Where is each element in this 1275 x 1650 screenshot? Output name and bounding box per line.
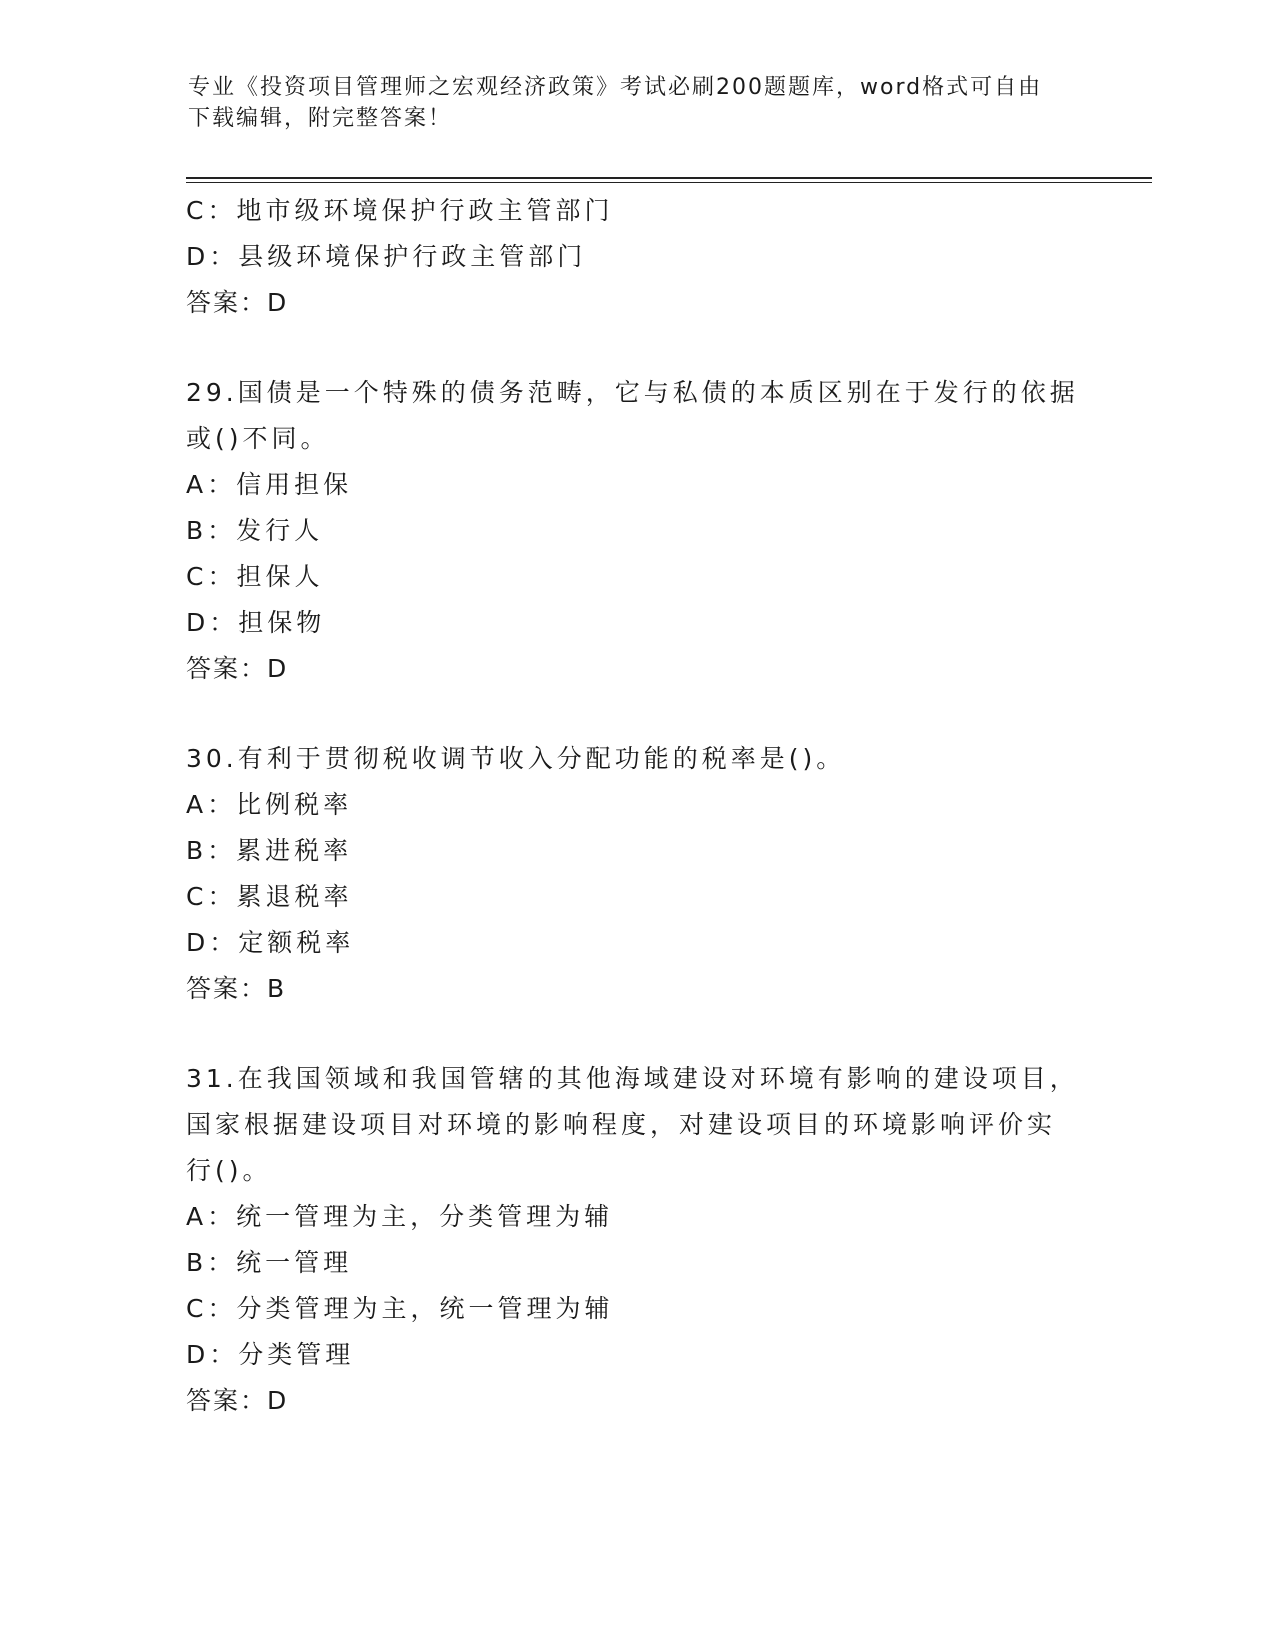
header-line-1: 专业《投资项目管理师之宏观经济政策》考试必刷200题题库，word格式可自由 <box>188 75 1043 100</box>
answer-line: 答案：D <box>186 654 289 683</box>
question-31 <box>186 1056 1086 1424</box>
option-b: B：发行人 <box>186 516 324 545</box>
option-b: B：累进税率 <box>186 836 353 865</box>
question-list <box>186 188 1086 1424</box>
answer-line: 答案：D <box>186 1386 289 1415</box>
header-divider-thick <box>186 177 1152 179</box>
question-stem-line: 行()。 <box>186 1156 272 1185</box>
option-b: B：统一管理 <box>186 1248 353 1277</box>
option-c: C：地市级环境保护行政主管部门 <box>186 196 614 225</box>
option-c: C：累退税率 <box>186 882 353 911</box>
option-d: D：担保物 <box>186 608 326 637</box>
option-a: A：统一管理为主，分类管理为辅 <box>186 1202 614 1231</box>
header-divider-thin <box>186 182 1152 183</box>
question-stem-line: 国家根据建设项目对环境的影响程度，对建设项目的环境影响评价实 <box>186 1110 1057 1139</box>
document-header <box>188 72 1068 134</box>
option-d: D：定额税率 <box>186 928 355 957</box>
question-29 <box>186 370 1086 692</box>
question-stem-line: 30.有利于贯彻税收调节收入分配功能的税率是()。 <box>186 744 846 773</box>
option-a: A：信用担保 <box>186 470 353 499</box>
option-a: A：比例税率 <box>186 790 353 819</box>
answer-line: 答案：D <box>186 288 289 317</box>
question-stem-line: 或()不同。 <box>186 424 330 453</box>
answer-line: 答案：B <box>186 974 287 1003</box>
option-c: C：担保人 <box>186 562 324 591</box>
option-d: D：县级环境保护行政主管部门 <box>186 242 587 271</box>
question-stem-line: 29.国债是一个特殊的债务范畴，它与私债的本质区别在于发行的依据 <box>186 378 1079 407</box>
question-30 <box>186 736 1086 1012</box>
option-c: C：分类管理为主，统一管理为辅 <box>186 1294 614 1323</box>
option-d: D：分类管理 <box>186 1340 355 1369</box>
question-stem-line: 31.在我国领域和我国管辖的其他海域建设对环境有影响的建设项目， <box>186 1064 1079 1093</box>
header-line-2: 下载编辑，附完整答案！ <box>188 106 453 131</box>
previous-question-tail <box>186 188 1086 326</box>
